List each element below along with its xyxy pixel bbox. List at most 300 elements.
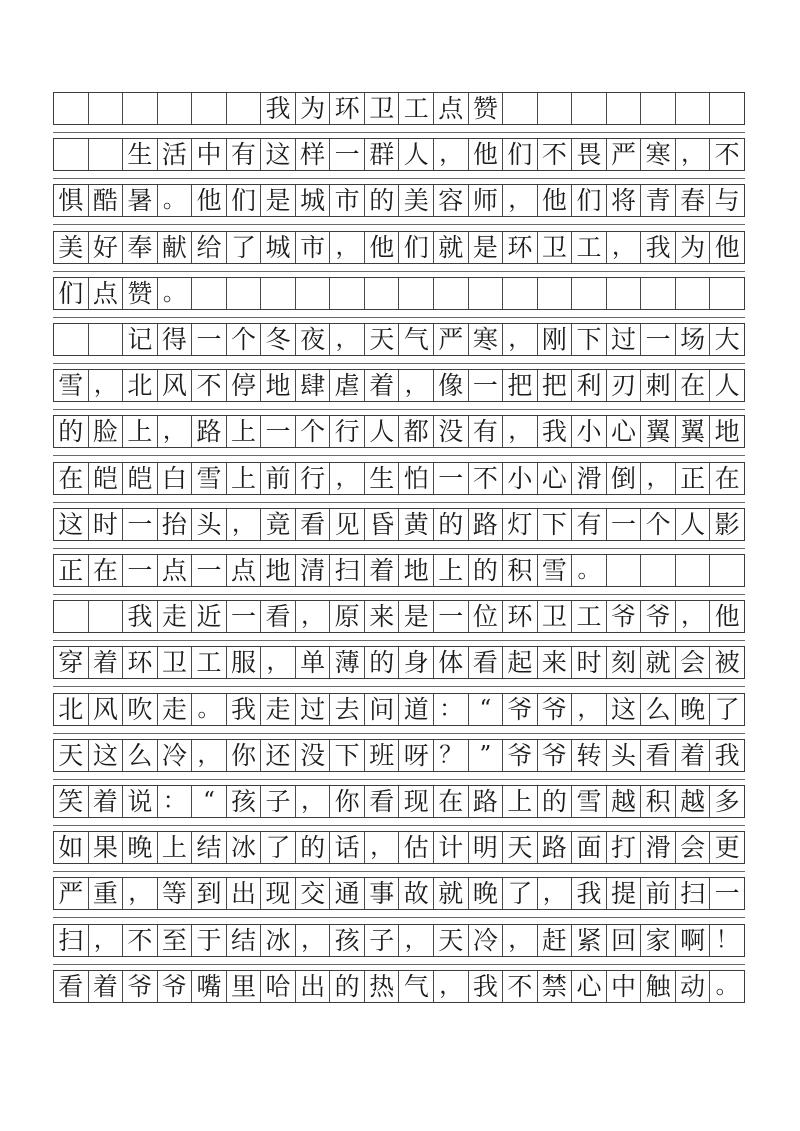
grid-cell-empty — [54, 601, 89, 632]
grid-char: 刺 — [641, 370, 676, 401]
grid-char: 这 — [54, 509, 89, 540]
grid-char: 点 — [227, 555, 262, 586]
grid-char: 来 — [538, 647, 573, 678]
grid-char: 城 — [261, 232, 296, 263]
grid-char: 着 — [365, 555, 400, 586]
row-separator-line — [53, 733, 745, 734]
grid-char: 过 — [607, 324, 642, 355]
grid-char: 嘴 — [192, 971, 227, 1002]
grid-char: 走 — [158, 601, 193, 632]
grid-char: 通 — [330, 878, 365, 909]
grid-char: 我 — [641, 232, 676, 263]
grid-cell-empty — [503, 93, 538, 124]
grid-char: 么 — [641, 694, 676, 725]
grid-char: 不 — [538, 139, 573, 170]
grid-char: 好 — [89, 232, 124, 263]
grid-char: 一 — [469, 370, 504, 401]
grid-char: 晚 — [469, 878, 504, 909]
text-row — [53, 831, 745, 864]
grid-char: 的 — [538, 786, 573, 817]
grid-char: “ — [192, 786, 227, 817]
grid-char: 出 — [296, 971, 331, 1002]
grid-char: 与 — [714, 186, 740, 215]
grid-char: 们 — [503, 139, 538, 170]
grid-cell-empty — [227, 278, 262, 309]
grid-cell-empty — [710, 278, 744, 309]
grid-char: 一 — [192, 324, 227, 355]
grid-char: ， — [296, 786, 331, 817]
grid-char: 是 — [399, 601, 434, 632]
grid-char: ” — [469, 740, 504, 771]
row-separator-line — [53, 548, 745, 549]
grid-char: 严 — [607, 139, 642, 170]
grid-char: ， — [607, 232, 642, 263]
grid-char: 没 — [434, 416, 469, 447]
grid-char: 寒 — [469, 324, 504, 355]
grid-char: 越 — [676, 786, 711, 817]
grid-char: 春 — [676, 185, 711, 216]
grid-char: 都 — [399, 416, 434, 447]
grid-char: 头 — [607, 740, 642, 771]
grid-char: 路 — [469, 509, 504, 540]
text-row — [53, 462, 745, 495]
grid-char: 扫 — [676, 878, 711, 909]
grid-char: 的 — [365, 647, 400, 678]
title-char: 为 — [296, 93, 331, 124]
grid-char: 家 — [641, 925, 676, 956]
grid-char: ？ — [434, 740, 469, 771]
grid-char: 有 — [227, 139, 262, 170]
grid-char: 走 — [261, 694, 296, 725]
row-separator-line — [53, 917, 745, 918]
grid-char: 怕 — [399, 463, 434, 494]
grid-char: 中 — [192, 139, 227, 170]
grid-char: 赞 — [123, 278, 158, 309]
grid-char: 他 — [365, 232, 400, 263]
grid-char: 转 — [572, 740, 607, 771]
grid-char: 给 — [192, 232, 227, 263]
grid-char: 现 — [399, 786, 434, 817]
grid-char: 打 — [607, 832, 642, 863]
grid-char: 。 — [158, 278, 193, 309]
title-char: 工 — [399, 93, 434, 124]
grid-char: 看 — [365, 786, 400, 817]
grid-char: 孩 — [330, 925, 365, 956]
grid-char: 扫 — [330, 555, 365, 586]
grid-char: 子 — [365, 925, 400, 956]
grid-char: 看 — [296, 509, 331, 540]
grid-char: ， — [227, 509, 262, 540]
grid-cell-empty — [607, 555, 642, 586]
grid-char: 会 — [676, 832, 711, 863]
grid-cell-empty — [538, 278, 573, 309]
grid-char: 天 — [54, 740, 89, 771]
grid-char: 着 — [89, 786, 124, 817]
grid-char: 扫 — [54, 925, 89, 956]
grid-char: 我 — [714, 741, 740, 770]
grid-char: ， — [399, 370, 434, 401]
grid-char: 白 — [158, 463, 193, 494]
grid-char: ！ — [715, 927, 739, 953]
grid-char: 他 — [714, 602, 740, 631]
grid-char: 雪 — [538, 555, 573, 586]
row-separator-line — [53, 871, 745, 872]
text-row — [53, 739, 745, 772]
grid-char: 生 — [365, 463, 400, 494]
grid-char: ， — [503, 324, 538, 355]
grid-cell-empty — [710, 93, 744, 124]
grid-char: 积 — [503, 555, 538, 586]
grid-char: 见 — [330, 509, 365, 540]
grid-char: 一 — [123, 509, 158, 540]
grid-char: 天 — [365, 324, 400, 355]
grid-char: 时 — [89, 509, 124, 540]
grid-cell-empty — [123, 93, 158, 124]
grid-char: 点 — [89, 278, 124, 309]
grid-char: 冬 — [261, 324, 296, 355]
text-row — [53, 323, 745, 356]
grid-char: 前 — [261, 463, 296, 494]
grid-char: 近 — [192, 601, 227, 632]
grid-char: 人 — [399, 139, 434, 170]
grid-char: 啊 — [676, 925, 711, 956]
text-row — [53, 277, 745, 310]
grid-char: 为 — [676, 232, 711, 263]
grid-char: 位 — [469, 601, 504, 632]
grid-char: 这 — [607, 694, 642, 725]
grid-char: 我 — [123, 601, 158, 632]
grid-char: 冰 — [261, 925, 296, 956]
row-separator-line — [53, 224, 745, 225]
grid-char: 在 — [89, 555, 124, 586]
text-row — [53, 970, 745, 1003]
text-row — [53, 231, 745, 264]
grid-char: 师 — [469, 185, 504, 216]
grid-char: 下 — [330, 740, 365, 771]
grid-char: 环 — [503, 601, 538, 632]
grid-char: 美 — [54, 232, 89, 263]
grid-char: 卫 — [538, 601, 573, 632]
grid-char: 一 — [330, 139, 365, 170]
grid-char: 回 — [607, 925, 642, 956]
grid-char: 还 — [261, 740, 296, 771]
grid-char: ， — [89, 925, 124, 956]
grid-char: 晚 — [123, 832, 158, 863]
grid-char: 话 — [330, 832, 365, 863]
grid-char: 着 — [365, 370, 400, 401]
grid-char: 着 — [89, 971, 124, 1002]
grid-char: 路 — [192, 416, 227, 447]
grid-char: 事 — [365, 878, 400, 909]
grid-char: 爷 — [538, 694, 573, 725]
grid-cell-empty — [365, 278, 400, 309]
text-row — [53, 508, 745, 541]
grid-char: 他 — [714, 233, 740, 262]
grid-char: 北 — [123, 370, 158, 401]
grid-char: 不 — [192, 370, 227, 401]
grid-char: ， — [503, 185, 538, 216]
row-separator-line — [53, 455, 745, 456]
grid-char: 记 — [123, 324, 158, 355]
grid-char: 行 — [296, 463, 331, 494]
grid-char: 个 — [296, 416, 331, 447]
grid-char: 故 — [399, 878, 434, 909]
grid-char: 一 — [227, 601, 262, 632]
grid-char: 一 — [192, 555, 227, 586]
grid-char: 下 — [538, 509, 573, 540]
grid-char: 竟 — [261, 509, 296, 540]
title-char: 点 — [434, 93, 469, 124]
grid-char: 环 — [123, 647, 158, 678]
grid-char: 一 — [714, 879, 740, 908]
grid-char: 结 — [227, 925, 262, 956]
grid-char: 前 — [641, 878, 676, 909]
grid-char: 么 — [123, 740, 158, 771]
grid-char: 等 — [158, 878, 193, 909]
grid-char: 他 — [192, 185, 227, 216]
title-char: 我 — [261, 93, 296, 124]
row-separator-line — [53, 363, 745, 364]
grid-char: 清 — [296, 555, 331, 586]
grid-char: 了 — [227, 232, 262, 263]
grid-char: 触 — [641, 971, 676, 1002]
grid-char: 雪 — [54, 370, 89, 401]
grid-char: 个 — [641, 509, 676, 540]
grid-char: 爷 — [538, 740, 573, 771]
grid-char: 点 — [158, 555, 193, 586]
grid-cell-empty — [572, 278, 607, 309]
grid-char: 估 — [399, 832, 434, 863]
grid-char: 工 — [572, 601, 607, 632]
grid-char: 把 — [538, 370, 573, 401]
grid-char: 身 — [399, 647, 434, 678]
grid-char: 们 — [399, 232, 434, 263]
grid-char: ， — [641, 463, 676, 494]
grid-char: 热 — [365, 971, 400, 1002]
row-separator-line — [53, 502, 745, 503]
grid-char: ， — [89, 370, 124, 401]
grid-char: 子 — [261, 786, 296, 817]
grid-char: 献 — [158, 232, 193, 263]
grid-char: 重 — [89, 878, 124, 909]
grid-char: 孩 — [227, 786, 262, 817]
grid-char: ， — [676, 601, 711, 632]
grid-char: 一 — [434, 463, 469, 494]
grid-char: 地 — [399, 555, 434, 586]
grid-char: 雪 — [192, 463, 227, 494]
grid-char: 雪 — [572, 786, 607, 817]
grid-char: 禁 — [538, 971, 573, 1002]
grid-char: 上 — [227, 463, 262, 494]
grid-char: 时 — [572, 647, 607, 678]
grid-cell-empty — [54, 139, 89, 170]
grid-char: 影 — [714, 510, 740, 539]
grid-char: 抬 — [158, 509, 193, 540]
grid-cell-empty — [54, 324, 89, 355]
grid-char: 这 — [261, 139, 296, 170]
grid-char: 是 — [261, 185, 296, 216]
grid-char: 的 — [54, 416, 89, 447]
row-separator-line — [53, 317, 745, 318]
grid-char: 看 — [469, 647, 504, 678]
grid-char: 说 — [123, 786, 158, 817]
grid-char: 的 — [434, 509, 469, 540]
grid-char: 市 — [296, 232, 331, 263]
grid-char: 紧 — [572, 925, 607, 956]
grid-char: ， — [538, 878, 573, 909]
grid-char: 们 — [54, 278, 89, 309]
grid-char: 工 — [192, 647, 227, 678]
grid-cell-empty — [227, 93, 262, 124]
grid-char: 工 — [572, 232, 607, 263]
grid-cell-empty — [607, 93, 642, 124]
grid-char: 上 — [227, 416, 262, 447]
grid-char: 就 — [434, 878, 469, 909]
grid-char: 气 — [399, 971, 434, 1002]
grid-cell-empty — [296, 278, 331, 309]
grid-char: 停 — [227, 370, 262, 401]
essay-grid-sheet — [53, 92, 745, 1017]
grid-char: 不 — [714, 140, 740, 169]
grid-char: 服 — [227, 647, 262, 678]
grid-char: 呀 — [399, 740, 434, 771]
grid-char: 城 — [296, 185, 331, 216]
grid-char: 一 — [434, 601, 469, 632]
grid-char: 市 — [330, 185, 365, 216]
grid-char: ， — [676, 139, 711, 170]
grid-char: 夜 — [296, 324, 331, 355]
grid-char: 倒 — [607, 463, 642, 494]
grid-char: 了 — [261, 832, 296, 863]
grid-char: 群 — [365, 139, 400, 170]
grid-cell-empty — [399, 278, 434, 309]
row-separator-line — [53, 640, 745, 641]
grid-char: 地 — [261, 370, 296, 401]
text-row — [53, 369, 745, 402]
grid-char: 他 — [469, 139, 504, 170]
grid-char: 面 — [572, 832, 607, 863]
grid-char: 暑 — [123, 185, 158, 216]
grid-char: 他 — [538, 185, 573, 216]
row-separator-line — [53, 409, 745, 410]
grid-cell-empty — [192, 278, 227, 309]
grid-char: 北 — [54, 694, 89, 725]
grid-char: 不 — [469, 463, 504, 494]
grid-char: 惧 — [54, 185, 89, 216]
grid-char: 人 — [365, 416, 400, 447]
grid-char: 晚 — [676, 694, 711, 725]
text-row — [53, 415, 745, 448]
grid-char: 冷 — [158, 740, 193, 771]
grid-cell-empty — [641, 555, 676, 586]
grid-char: 有 — [572, 509, 607, 540]
grid-char: 就 — [641, 647, 676, 678]
row-separator-line — [53, 178, 745, 179]
grid-char: 环 — [503, 232, 538, 263]
grid-cell-empty — [676, 278, 711, 309]
grid-char: 我 — [469, 971, 504, 1002]
grid-char: 积 — [641, 786, 676, 817]
grid-char: 你 — [330, 786, 365, 817]
grid-char: 样 — [296, 139, 331, 170]
grid-char: 们 — [572, 185, 607, 216]
grid-char: 利 — [572, 370, 607, 401]
grid-char: 的 — [365, 185, 400, 216]
grid-char: 脸 — [89, 416, 124, 447]
grid-char: 看 — [54, 971, 89, 1002]
grid-char: 美 — [399, 185, 434, 216]
grid-char: 有 — [469, 416, 504, 447]
grid-char: 头 — [192, 509, 227, 540]
grid-char: 。 — [715, 973, 739, 999]
grid-char: 肆 — [296, 370, 331, 401]
grid-char: 下 — [572, 324, 607, 355]
title-row — [53, 92, 745, 125]
grid-char: 地 — [261, 555, 296, 586]
text-row — [53, 184, 745, 217]
grid-cell-empty — [710, 555, 744, 586]
grid-char: 至 — [158, 925, 193, 956]
grid-cell-empty — [434, 278, 469, 309]
grid-char: 。 — [158, 185, 193, 216]
grid-char: 交 — [296, 878, 331, 909]
grid-char: 我 — [572, 878, 607, 909]
grid-char: 正 — [54, 555, 89, 586]
grid-char: 班 — [365, 740, 400, 771]
grid-char: 爷 — [158, 971, 193, 1002]
grid-char: 一 — [641, 324, 676, 355]
text-row — [53, 554, 745, 587]
grid-char: 是 — [469, 232, 504, 263]
grid-char: 的 — [330, 971, 365, 1002]
grid-char: 滑 — [641, 832, 676, 863]
grid-char: 会 — [676, 647, 711, 678]
grid-char: 风 — [89, 694, 124, 725]
grid-char: 卫 — [158, 647, 193, 678]
grid-char: ： — [434, 694, 469, 725]
grid-char: 爷 — [503, 694, 538, 725]
grid-char: 着 — [89, 647, 124, 678]
grid-char: 人 — [714, 371, 740, 400]
title-char: 卫 — [365, 93, 400, 124]
text-row — [53, 646, 745, 679]
grid-char: 活 — [158, 139, 193, 170]
grid-char: ， — [434, 139, 469, 170]
grid-char: ， — [399, 925, 434, 956]
grid-char: 明 — [469, 832, 504, 863]
grid-char: 吹 — [123, 694, 158, 725]
grid-char: 刚 — [538, 324, 573, 355]
grid-char: 上 — [434, 555, 469, 586]
grid-char: 一 — [607, 509, 642, 540]
grid-char: ： — [158, 786, 193, 817]
grid-char: 你 — [227, 740, 262, 771]
grid-char: 薄 — [330, 647, 365, 678]
grid-char: ， — [503, 925, 538, 956]
grid-char: 得 — [158, 324, 193, 355]
grid-cell-empty — [330, 278, 365, 309]
grid-char: 在 — [54, 463, 89, 494]
grid-char: 在 — [434, 786, 469, 817]
grid-char: 把 — [503, 370, 538, 401]
grid-char: 不 — [503, 971, 538, 1002]
grid-char: 滑 — [572, 463, 607, 494]
grid-char: 天 — [503, 832, 538, 863]
grid-char: 。 — [572, 555, 607, 586]
grid-cell-empty — [607, 278, 642, 309]
grid-char: ， — [330, 324, 365, 355]
grid-char: 气 — [399, 324, 434, 355]
